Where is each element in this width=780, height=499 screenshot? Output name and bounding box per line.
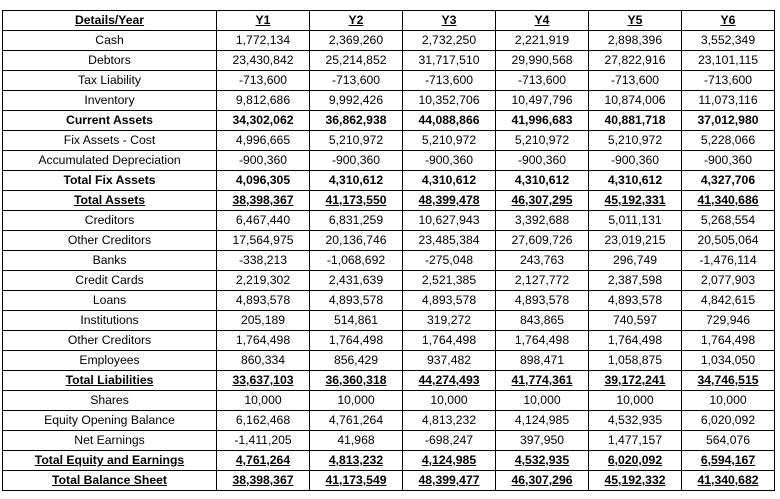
value-cell[interactable]: 11,073,116 — [682, 91, 775, 111]
value-cell[interactable]: 31,717,510 — [403, 51, 496, 71]
value-cell[interactable]: 23,430,842 — [217, 51, 310, 71]
value-cell[interactable]: 10,874,006 — [589, 91, 682, 111]
row-label[interactable]: Employees — [3, 351, 217, 371]
value-cell[interactable]: 4,532,935 — [589, 411, 682, 431]
value-cell[interactable]: 1,764,498 — [217, 331, 310, 351]
value-cell[interactable]: 36,360,318 — [310, 371, 403, 391]
value-cell[interactable]: -713,600 — [496, 71, 589, 91]
table-row — [3, 251, 775, 271]
value-cell[interactable]: 10,627,943 — [403, 211, 496, 231]
value-cell[interactable]: 5,210,972 — [403, 131, 496, 151]
value-cell[interactable]: 4,761,264 — [217, 451, 310, 471]
row-label[interactable]: Accumulated Depreciation — [3, 151, 217, 171]
row-label[interactable]: Debtors — [3, 51, 217, 71]
value-cell[interactable]: 10,000 — [403, 391, 496, 411]
value-cell[interactable]: 44,274,493 — [403, 371, 496, 391]
value-cell[interactable]: 29,990,568 — [496, 51, 589, 71]
value-cell[interactable]: 856,429 — [310, 351, 403, 371]
value-cell[interactable]: -900,360 — [403, 151, 496, 171]
value-cell[interactable]: 48,399,478 — [403, 191, 496, 211]
value-cell[interactable]: 41,774,361 — [496, 371, 589, 391]
row-label[interactable]: Total Liabilities — [3, 371, 217, 391]
value-cell[interactable]: 4,124,985 — [496, 411, 589, 431]
table-row — [3, 151, 775, 171]
table-row — [3, 391, 775, 411]
value-cell[interactable]: 740,597 — [589, 311, 682, 331]
table-row — [3, 191, 775, 211]
header-label[interactable]: Details/Year — [3, 11, 217, 31]
table-row — [3, 131, 775, 151]
row-label[interactable]: Institutions — [3, 311, 217, 331]
value-cell[interactable]: 1,764,498 — [496, 331, 589, 351]
year-header[interactable]: Y5 — [589, 11, 682, 31]
table-row — [3, 91, 775, 111]
row-label[interactable]: Current Assets — [3, 111, 217, 131]
value-cell[interactable]: 4,893,578 — [496, 291, 589, 311]
value-cell[interactable]: 2,387,598 — [589, 271, 682, 291]
row-label[interactable]: Banks — [3, 251, 217, 271]
value-cell[interactable]: 27,822,916 — [589, 51, 682, 71]
value-cell[interactable]: -900,360 — [589, 151, 682, 171]
value-cell[interactable]: 45,192,332 — [589, 471, 682, 491]
value-cell[interactable]: 10,000 — [682, 391, 775, 411]
value-cell[interactable]: 4,761,264 — [310, 411, 403, 431]
table-row — [3, 51, 775, 71]
value-cell[interactable]: 243,763 — [496, 251, 589, 271]
value-cell[interactable]: 6,020,092 — [682, 411, 775, 431]
table-row — [3, 471, 775, 491]
table-row — [3, 311, 775, 331]
value-cell[interactable]: 4,532,935 — [496, 451, 589, 471]
value-cell[interactable]: 6,162,468 — [217, 411, 310, 431]
value-cell[interactable]: 10,000 — [589, 391, 682, 411]
value-cell[interactable]: 1,764,498 — [682, 331, 775, 351]
row-label[interactable]: Total Equity and Earnings — [3, 451, 217, 471]
row-label[interactable]: Total Fix Assets — [3, 171, 217, 191]
row-label[interactable]: Loans — [3, 291, 217, 311]
value-cell[interactable]: 6,020,092 — [589, 451, 682, 471]
value-cell[interactable]: -1,411,205 — [217, 431, 310, 451]
table-row — [3, 331, 775, 351]
value-cell[interactable]: -338,213 — [217, 251, 310, 271]
value-cell[interactable]: -713,600 — [589, 71, 682, 91]
value-cell[interactable]: 860,334 — [217, 351, 310, 371]
value-cell[interactable]: 40,881,718 — [589, 111, 682, 131]
value-cell[interactable]: 37,012,980 — [682, 111, 775, 131]
year-header[interactable]: Y2 — [310, 11, 403, 31]
value-cell[interactable]: 5,228,066 — [682, 131, 775, 151]
value-cell[interactable]: 564,076 — [682, 431, 775, 451]
value-cell[interactable]: 4,327,706 — [682, 171, 775, 191]
value-cell[interactable]: 17,564,975 — [217, 231, 310, 251]
value-cell[interactable]: 10,352,706 — [403, 91, 496, 111]
row-label[interactable]: Other Creditors — [3, 231, 217, 251]
value-cell[interactable]: -698,247 — [403, 431, 496, 451]
row-label[interactable]: Net Earnings — [3, 431, 217, 451]
value-cell[interactable]: 5,210,972 — [310, 131, 403, 151]
value-cell[interactable]: 27,609,726 — [496, 231, 589, 251]
value-cell[interactable]: 5,011,131 — [589, 211, 682, 231]
value-cell[interactable]: 2,732,250 — [403, 31, 496, 51]
value-cell[interactable]: 10,000 — [217, 391, 310, 411]
value-cell[interactable]: -900,360 — [310, 151, 403, 171]
value-cell[interactable]: 2,077,903 — [682, 271, 775, 291]
value-cell[interactable]: 41,340,686 — [682, 191, 775, 211]
table-row — [3, 351, 775, 371]
value-cell[interactable]: 34,746,515 — [682, 371, 775, 391]
row-label[interactable]: Creditors — [3, 211, 217, 231]
table-row — [3, 31, 775, 51]
value-cell[interactable]: 3,552,349 — [682, 31, 775, 51]
value-cell[interactable]: 2,369,260 — [310, 31, 403, 51]
value-cell[interactable]: 5,268,554 — [682, 211, 775, 231]
year-header[interactable]: Y6 — [682, 11, 775, 31]
value-cell[interactable]: 1,058,875 — [589, 351, 682, 371]
value-cell[interactable]: 4,813,232 — [310, 451, 403, 471]
value-cell[interactable]: 6,467,440 — [217, 211, 310, 231]
value-cell[interactable]: 397,950 — [496, 431, 589, 451]
row-label[interactable]: Credit Cards — [3, 271, 217, 291]
value-cell[interactable]: 843,865 — [496, 311, 589, 331]
value-cell[interactable]: 296,749 — [589, 251, 682, 271]
value-cell[interactable]: 2,127,772 — [496, 271, 589, 291]
value-cell[interactable]: 205,189 — [217, 311, 310, 331]
table-row — [3, 71, 775, 91]
value-cell[interactable]: 44,088,866 — [403, 111, 496, 131]
value-cell[interactable]: 1,772,134 — [217, 31, 310, 51]
table-row — [3, 451, 775, 471]
value-cell[interactable]: -713,600 — [682, 71, 775, 91]
value-cell[interactable]: 38,398,367 — [217, 471, 310, 491]
value-cell[interactable]: 1,764,498 — [589, 331, 682, 351]
row-label[interactable]: Total Balance Sheet — [3, 471, 217, 491]
value-cell[interactable]: 4,893,578 — [217, 291, 310, 311]
row-label[interactable]: Other Creditors — [3, 331, 217, 351]
value-cell[interactable]: 4,893,578 — [310, 291, 403, 311]
value-cell[interactable]: 25,214,852 — [310, 51, 403, 71]
value-cell[interactable]: 4,996,665 — [217, 131, 310, 151]
value-cell[interactable]: 6,594,167 — [682, 451, 775, 471]
sheet-body — [3, 31, 775, 491]
value-cell[interactable]: -1,068,692 — [310, 251, 403, 271]
value-cell[interactable]: 46,307,296 — [496, 471, 589, 491]
table-row — [3, 431, 775, 451]
value-cell[interactable]: 1,764,498 — [403, 331, 496, 351]
table-row — [3, 111, 775, 131]
value-cell[interactable]: 41,968 — [310, 431, 403, 451]
value-cell[interactable]: 5,210,972 — [589, 131, 682, 151]
year-header[interactable]: Y4 — [496, 11, 589, 31]
value-cell[interactable]: 9,992,426 — [310, 91, 403, 111]
value-cell[interactable]: 319,272 — [403, 311, 496, 331]
value-cell[interactable]: -900,360 — [682, 151, 775, 171]
value-cell[interactable]: 4,124,985 — [403, 451, 496, 471]
table-row — [3, 171, 775, 191]
value-cell[interactable]: 45,192,331 — [589, 191, 682, 211]
value-cell[interactable]: 4,813,232 — [403, 411, 496, 431]
value-cell[interactable]: 4,096,305 — [217, 171, 310, 191]
value-cell[interactable]: 48,399,477 — [403, 471, 496, 491]
value-cell[interactable]: 2,521,385 — [403, 271, 496, 291]
value-cell[interactable]: 36,862,938 — [310, 111, 403, 131]
value-cell[interactable]: 4,310,612 — [403, 171, 496, 191]
value-cell[interactable]: 3,392,688 — [496, 211, 589, 231]
row-label[interactable]: Shares — [3, 391, 217, 411]
value-cell[interactable]: -713,600 — [403, 71, 496, 91]
value-cell[interactable]: 2,898,396 — [589, 31, 682, 51]
value-cell[interactable]: 20,505,064 — [682, 231, 775, 251]
row-label[interactable]: Fix Assets - Cost — [3, 131, 217, 151]
value-cell[interactable]: 937,482 — [403, 351, 496, 371]
value-cell[interactable]: 6,831,259 — [310, 211, 403, 231]
value-cell[interactable]: 898,471 — [496, 351, 589, 371]
value-cell[interactable]: 1,764,498 — [310, 331, 403, 351]
value-cell[interactable]: 4,310,612 — [310, 171, 403, 191]
value-cell[interactable]: 39,172,241 — [589, 371, 682, 391]
value-cell[interactable]: 41,173,550 — [310, 191, 403, 211]
value-cell[interactable]: 4,310,612 — [589, 171, 682, 191]
value-cell[interactable]: 514,861 — [310, 311, 403, 331]
value-cell[interactable]: -900,360 — [496, 151, 589, 171]
value-cell[interactable]: 23,019,215 — [589, 231, 682, 251]
row-label[interactable]: Cash — [3, 31, 217, 51]
table-row — [3, 231, 775, 251]
row-label[interactable]: Tax Liability — [3, 71, 217, 91]
value-cell[interactable]: 41,996,683 — [496, 111, 589, 131]
row-label[interactable]: Total Assets — [3, 191, 217, 211]
row-label[interactable]: Inventory — [3, 91, 217, 111]
value-cell[interactable]: 33,637,103 — [217, 371, 310, 391]
table-row — [3, 411, 775, 431]
value-cell[interactable]: -1,476,114 — [682, 251, 775, 271]
value-cell[interactable]: 2,431,639 — [310, 271, 403, 291]
year-header[interactable]: Y1 — [217, 11, 310, 31]
value-cell[interactable]: 41,340,682 — [682, 471, 775, 491]
table-row — [3, 371, 775, 391]
value-cell[interactable]: -275,048 — [403, 251, 496, 271]
value-cell[interactable]: 10,497,796 — [496, 91, 589, 111]
value-cell[interactable]: 1,477,157 — [589, 431, 682, 451]
value-cell[interactable]: 1,034,050 — [682, 351, 775, 371]
table-row — [3, 271, 775, 291]
value-cell[interactable]: 23,485,384 — [403, 231, 496, 251]
table-row — [3, 291, 775, 311]
value-cell[interactable]: 38,398,367 — [217, 191, 310, 211]
value-cell[interactable]: 10,000 — [496, 391, 589, 411]
value-cell[interactable]: 23,101,115 — [682, 51, 775, 71]
value-cell[interactable]: 46,307,295 — [496, 191, 589, 211]
value-cell[interactable]: 10,000 — [310, 391, 403, 411]
balance-sheet-table — [2, 10, 775, 491]
value-cell[interactable]: 41,173,549 — [310, 471, 403, 491]
value-cell[interactable]: -900,360 — [217, 151, 310, 171]
year-header[interactable]: Y3 — [403, 11, 496, 31]
value-cell[interactable]: 4,893,578 — [403, 291, 496, 311]
value-cell[interactable]: 9,812,686 — [217, 91, 310, 111]
value-cell[interactable]: 4,310,612 — [496, 171, 589, 191]
value-cell[interactable]: 34,302,062 — [217, 111, 310, 131]
value-cell[interactable]: 729,946 — [682, 311, 775, 331]
table-row — [3, 211, 775, 231]
value-cell[interactable]: 4,893,578 — [589, 291, 682, 311]
value-cell[interactable]: 4,842,615 — [682, 291, 775, 311]
value-cell[interactable]: 20,136,746 — [310, 231, 403, 251]
row-label[interactable]: Equity Opening Balance — [3, 411, 217, 431]
value-cell[interactable]: -713,600 — [217, 71, 310, 91]
value-cell[interactable]: -713,600 — [310, 71, 403, 91]
value-cell[interactable]: 2,221,919 — [496, 31, 589, 51]
header-row — [3, 11, 775, 31]
value-cell[interactable]: 5,210,972 — [496, 131, 589, 151]
value-cell[interactable]: 2,219,302 — [217, 271, 310, 291]
